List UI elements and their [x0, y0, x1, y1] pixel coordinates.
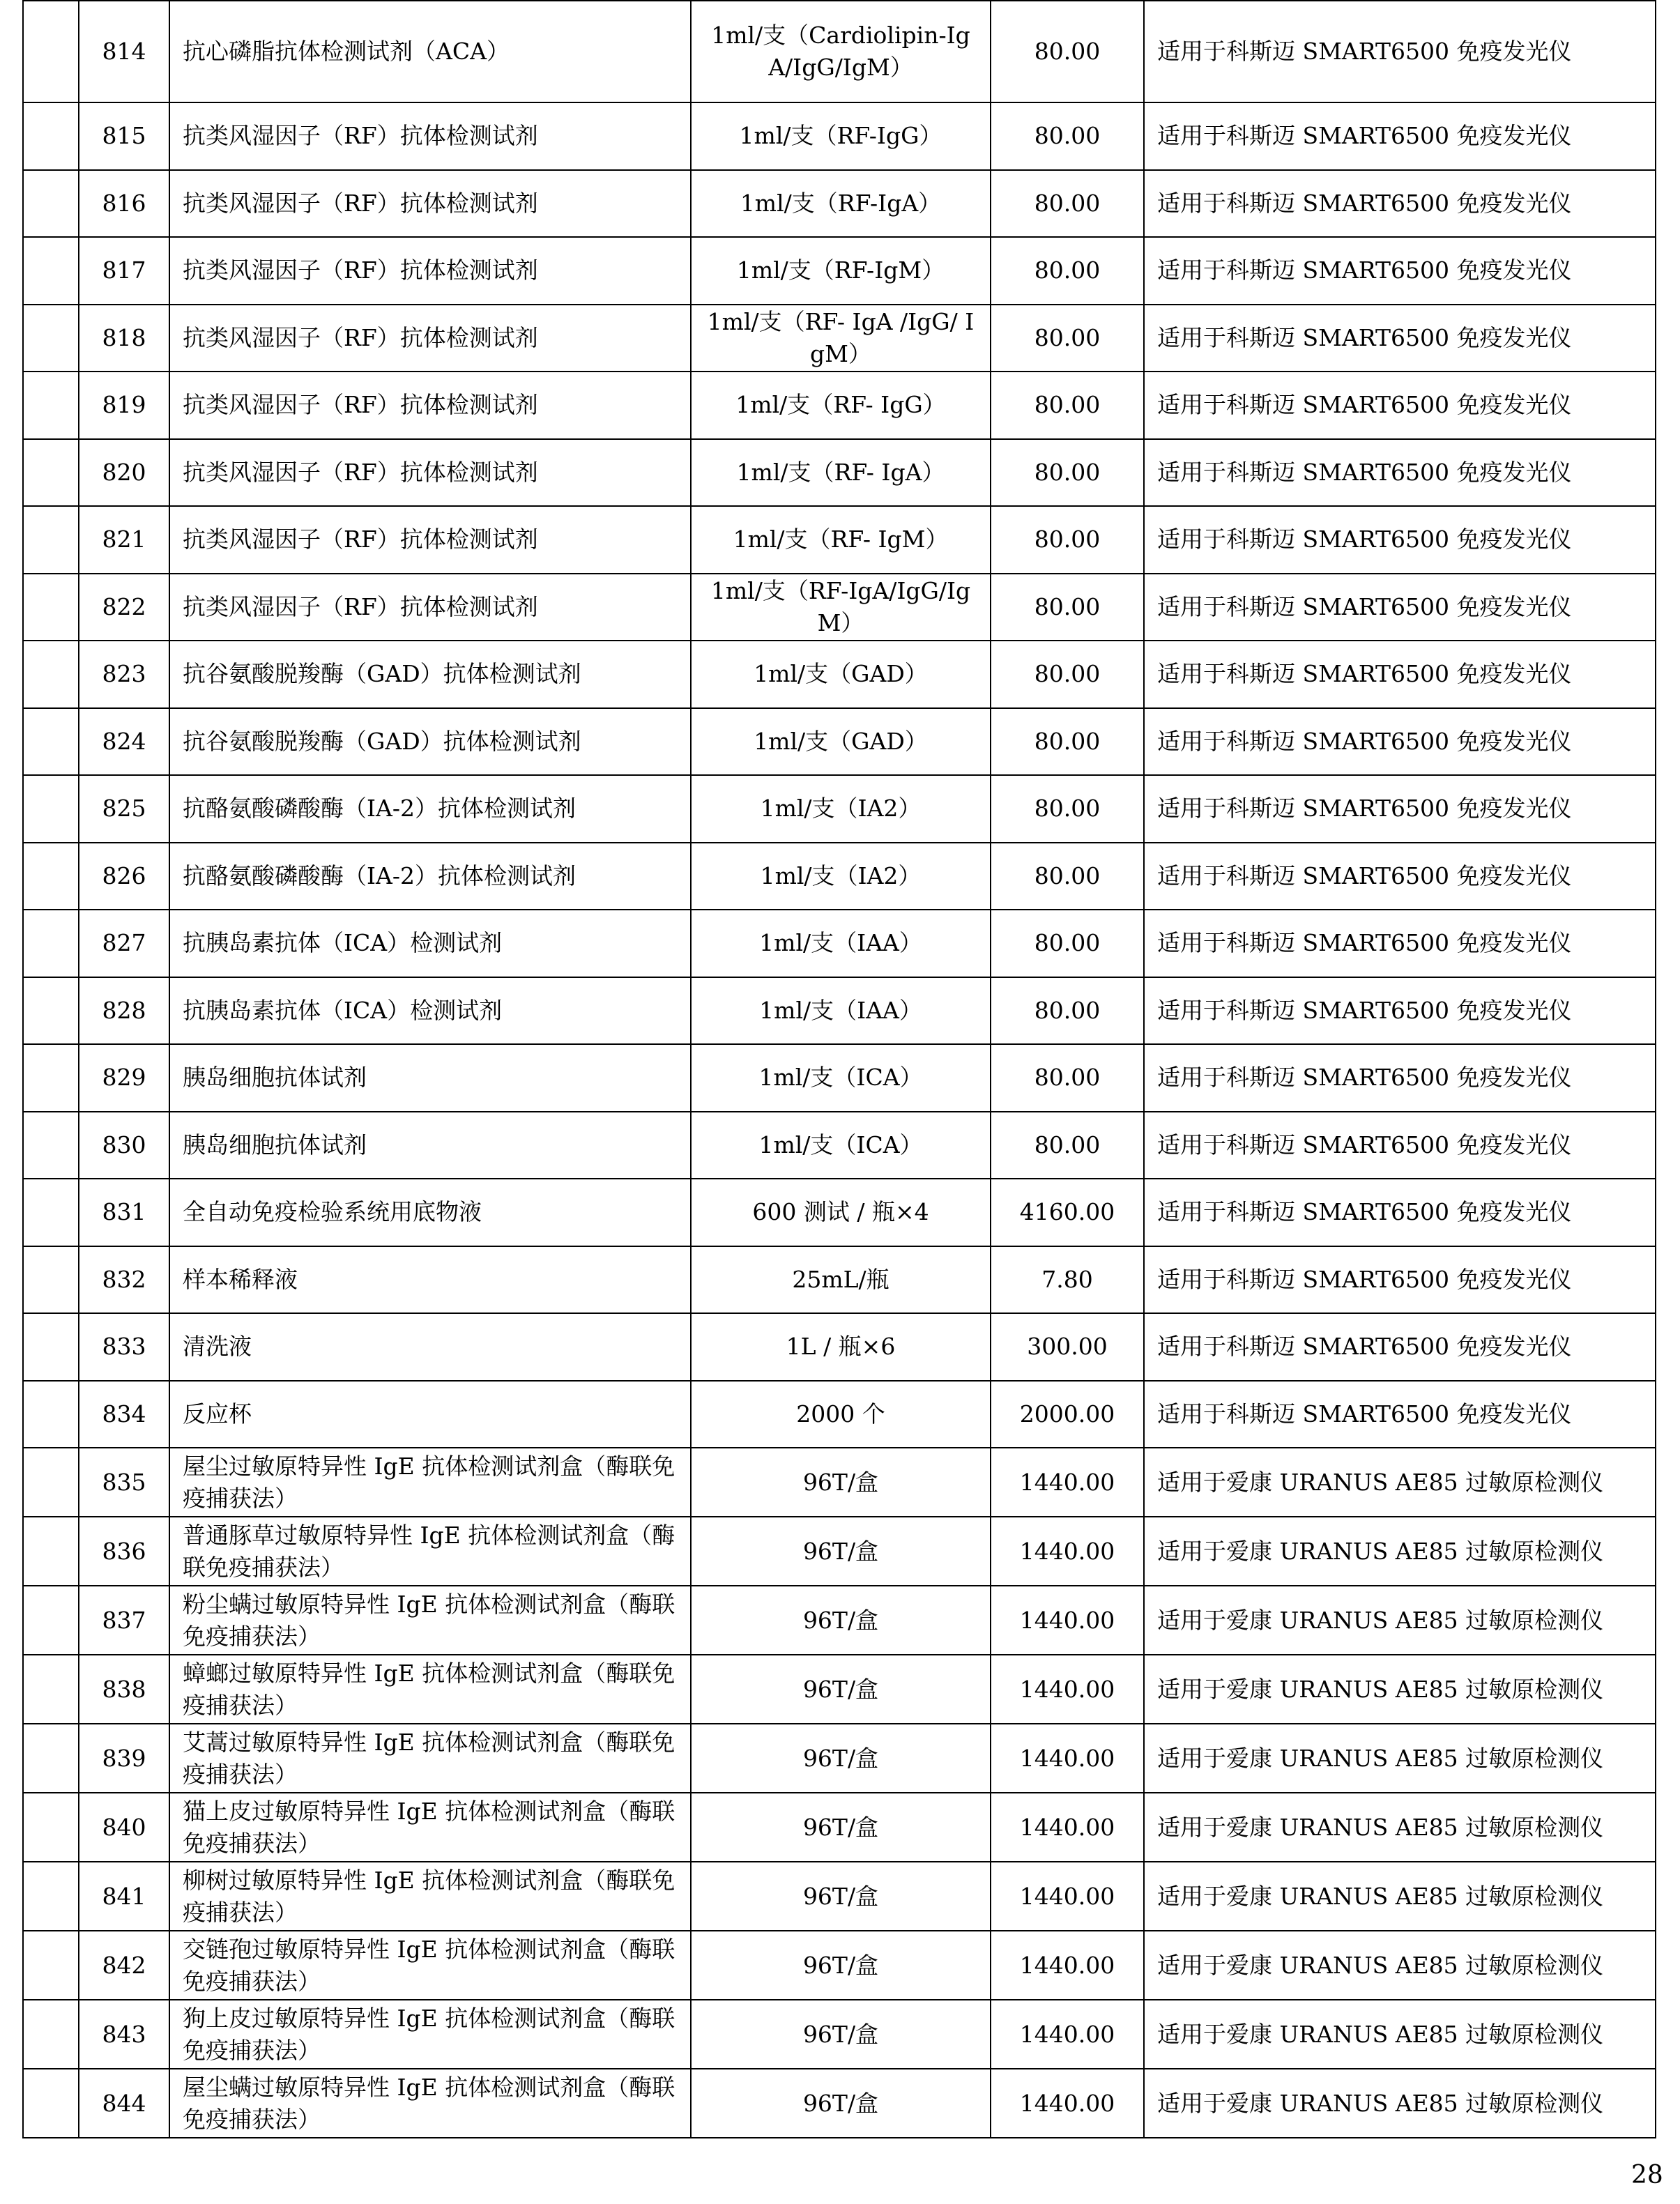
unit-price: 7.80	[991, 1246, 1144, 1314]
specification: 96T/盒	[691, 2000, 991, 2069]
specification: 96T/盒	[691, 1448, 991, 1517]
applicable-instrument: 适用于科斯迈 SMART6500 免疫发光仪	[1144, 775, 1656, 843]
table-row	[23, 1724, 1656, 1793]
blank-cell	[23, 2069, 79, 2138]
unit-price: 1440.00	[991, 1724, 1144, 1793]
item-number: 819	[79, 372, 169, 439]
specification: 600 测试 / 瓶×4	[691, 1179, 991, 1246]
applicable-instrument: 适用于科斯迈 SMART6500 免疫发光仪	[1144, 102, 1656, 170]
applicable-instrument: 适用于科斯迈 SMART6500 免疫发光仪	[1144, 1179, 1656, 1246]
applicable-instrument: 适用于科斯迈 SMART6500 免疫发光仪	[1144, 372, 1656, 439]
blank-cell	[23, 1381, 79, 1448]
unit-price: 1440.00	[991, 2069, 1144, 2138]
blank-cell	[23, 1655, 79, 1724]
unit-price: 80.00	[991, 237, 1144, 305]
item-number: 830	[79, 1112, 169, 1179]
product-name: 抗类风湿因子（RF）抗体检测试剂	[169, 372, 691, 439]
product-name: 抗谷氨酸脱羧酶（GAD）抗体检测试剂	[169, 641, 691, 708]
table-row	[23, 2000, 1656, 2069]
applicable-instrument: 适用于科斯迈 SMART6500 免疫发光仪	[1144, 708, 1656, 776]
specification: 1L / 瓶×6	[691, 1313, 991, 1381]
product-name: 全自动免疫检验系统用底物液	[169, 1179, 691, 1246]
blank-cell	[23, 1179, 79, 1246]
applicable-instrument: 适用于爱康 URANUS AE85 过敏原检测仪	[1144, 1655, 1656, 1724]
applicable-instrument: 适用于爱康 URANUS AE85 过敏原检测仪	[1144, 1724, 1656, 1793]
unit-price: 80.00	[991, 910, 1144, 977]
table-row	[23, 439, 1656, 507]
specification: 96T/盒	[691, 1586, 991, 1655]
applicable-instrument: 适用于科斯迈 SMART6500 免疫发光仪	[1144, 170, 1656, 238]
blank-cell	[23, 1448, 79, 1517]
unit-price: 80.00	[991, 305, 1144, 372]
applicable-instrument: 适用于科斯迈 SMART6500 免疫发光仪	[1144, 574, 1656, 641]
applicable-instrument: 适用于科斯迈 SMART6500 免疫发光仪	[1144, 1313, 1656, 1381]
specification: 1ml/支（IA2）	[691, 775, 991, 843]
applicable-instrument: 适用于科斯迈 SMART6500 免疫发光仪	[1144, 843, 1656, 910]
unit-price: 80.00	[991, 843, 1144, 910]
blank-cell	[23, 102, 79, 170]
table-row	[23, 506, 1656, 574]
specification: 1ml/支（IAA）	[691, 910, 991, 977]
specification: 96T/盒	[691, 2069, 991, 2138]
applicable-instrument: 适用于爱康 URANUS AE85 过敏原检测仪	[1144, 1448, 1656, 1517]
specification: 1ml/支（RF- IgA）	[691, 439, 991, 507]
product-name: 抗心磷脂抗体检测试剂（ACA）	[169, 1, 691, 102]
product-name: 普通豚草过敏原特异性 IgE 抗体检测试剂盒（酶联免疫捕获法）	[169, 1517, 691, 1586]
table-row	[23, 2069, 1656, 2138]
unit-price: 80.00	[991, 708, 1144, 776]
item-number: 828	[79, 977, 169, 1045]
item-number: 838	[79, 1655, 169, 1724]
product-name: 抗类风湿因子（RF）抗体检测试剂	[169, 170, 691, 238]
applicable-instrument: 适用于爱康 URANUS AE85 过敏原检测仪	[1144, 1517, 1656, 1586]
blank-cell	[23, 506, 79, 574]
blank-cell	[23, 1862, 79, 1931]
table-row	[23, 1793, 1656, 1862]
item-number: 816	[79, 170, 169, 238]
product-name: 柳树过敏原特异性 IgE 抗体检测试剂盒（酶联免疫捕获法）	[169, 1862, 691, 1931]
table-row	[23, 1313, 1656, 1381]
specification: 1ml/支（RF-IgM）	[691, 237, 991, 305]
item-number: 814	[79, 1, 169, 102]
product-name: 交链孢过敏原特异性 IgE 抗体检测试剂盒（酶联免疫捕获法）	[169, 1931, 691, 2000]
product-name: 抗酪氨酸磷酸酶（IA-2）抗体检测试剂	[169, 843, 691, 910]
specification: 1ml/支（IAA）	[691, 977, 991, 1045]
item-number: 815	[79, 102, 169, 170]
blank-cell	[23, 1793, 79, 1862]
table-row	[23, 170, 1656, 238]
table-row	[23, 102, 1656, 170]
item-number: 824	[79, 708, 169, 776]
table-row	[23, 237, 1656, 305]
item-number: 844	[79, 2069, 169, 2138]
unit-price: 80.00	[991, 775, 1144, 843]
unit-price: 80.00	[991, 170, 1144, 238]
product-name: 猫上皮过敏原特异性 IgE 抗体检测试剂盒（酶联免疫捕获法）	[169, 1793, 691, 1862]
item-number: 827	[79, 910, 169, 977]
unit-price: 80.00	[991, 641, 1144, 708]
specification: 96T/盒	[691, 1931, 991, 2000]
specification: 2000 个	[691, 1381, 991, 1448]
specification: 1ml/支（RF-IgG）	[691, 102, 991, 170]
table-row	[23, 1517, 1656, 1586]
specification: 1ml/支（RF-IgA）	[691, 170, 991, 238]
table-row	[23, 1655, 1656, 1724]
specification: 1ml/支（GAD）	[691, 708, 991, 776]
blank-cell	[23, 641, 79, 708]
blank-cell	[23, 2000, 79, 2069]
applicable-instrument: 适用于科斯迈 SMART6500 免疫发光仪	[1144, 977, 1656, 1045]
product-name: 胰岛细胞抗体试剂	[169, 1044, 691, 1112]
specification: 1ml/支（RF- IgA /IgG/ IgM）	[691, 305, 991, 372]
unit-price: 80.00	[991, 102, 1144, 170]
product-name: 胰岛细胞抗体试剂	[169, 1112, 691, 1179]
table-row	[23, 708, 1656, 776]
table-row	[23, 1112, 1656, 1179]
product-name: 蟑螂过敏原特异性 IgE 抗体检测试剂盒（酶联免疫捕获法）	[169, 1655, 691, 1724]
unit-price: 80.00	[991, 1112, 1144, 1179]
applicable-instrument: 适用于科斯迈 SMART6500 免疫发光仪	[1144, 1, 1656, 102]
unit-price: 1440.00	[991, 1793, 1144, 1862]
specification: 1ml/支（ICA）	[691, 1044, 991, 1112]
blank-cell	[23, 372, 79, 439]
product-name: 抗胰岛素抗体（ICA）检测试剂	[169, 910, 691, 977]
product-name: 狗上皮过敏原特异性 IgE 抗体检测试剂盒（酶联免疫捕获法）	[169, 2000, 691, 2069]
table-row	[23, 372, 1656, 439]
specification: 96T/盒	[691, 1517, 991, 1586]
blank-cell	[23, 843, 79, 910]
unit-price: 80.00	[991, 1, 1144, 102]
blank-cell	[23, 977, 79, 1045]
applicable-instrument: 适用于爱康 URANUS AE85 过敏原检测仪	[1144, 1862, 1656, 1931]
unit-price: 1440.00	[991, 1586, 1144, 1655]
table-row	[23, 641, 1656, 708]
table-row	[23, 574, 1656, 641]
item-number: 821	[79, 506, 169, 574]
item-number: 834	[79, 1381, 169, 1448]
table-body	[23, 1, 1656, 2138]
table-row	[23, 305, 1656, 372]
item-number: 818	[79, 305, 169, 372]
table-row	[23, 1448, 1656, 1517]
blank-cell	[23, 1246, 79, 1314]
item-number: 831	[79, 1179, 169, 1246]
product-price-table	[22, 0, 1656, 2138]
table-row	[23, 1179, 1656, 1246]
item-number: 823	[79, 641, 169, 708]
blank-cell	[23, 574, 79, 641]
blank-cell	[23, 1517, 79, 1586]
applicable-instrument: 适用于爱康 URANUS AE85 过敏原检测仪	[1144, 2000, 1656, 2069]
product-name: 样本稀释液	[169, 1246, 691, 1314]
item-number: 829	[79, 1044, 169, 1112]
specification: 1ml/支（RF- IgM）	[691, 506, 991, 574]
applicable-instrument: 适用于科斯迈 SMART6500 免疫发光仪	[1144, 237, 1656, 305]
unit-price: 1440.00	[991, 1448, 1144, 1517]
table-row	[23, 843, 1656, 910]
blank-cell	[23, 775, 79, 843]
item-number: 837	[79, 1586, 169, 1655]
applicable-instrument: 适用于科斯迈 SMART6500 免疫发光仪	[1144, 1112, 1656, 1179]
applicable-instrument: 适用于爱康 URANUS AE85 过敏原检测仪	[1144, 1931, 1656, 2000]
unit-price: 80.00	[991, 977, 1144, 1045]
applicable-instrument: 适用于科斯迈 SMART6500 免疫发光仪	[1144, 1381, 1656, 1448]
blank-cell	[23, 237, 79, 305]
product-name: 抗酪氨酸磷酸酶（IA-2）抗体检测试剂	[169, 775, 691, 843]
item-number: 817	[79, 237, 169, 305]
unit-price: 80.00	[991, 574, 1144, 641]
unit-price: 4160.00	[991, 1179, 1144, 1246]
product-name: 屋尘过敏原特异性 IgE 抗体检测试剂盒（酶联免疫捕获法）	[169, 1448, 691, 1517]
item-number: 841	[79, 1862, 169, 1931]
product-name: 抗类风湿因子（RF）抗体检测试剂	[169, 102, 691, 170]
applicable-instrument: 适用于爱康 URANUS AE85 过敏原检测仪	[1144, 1586, 1656, 1655]
product-name: 粉尘螨过敏原特异性 IgE 抗体检测试剂盒（酶联免疫捕获法）	[169, 1586, 691, 1655]
table-row	[23, 1246, 1656, 1314]
product-name: 反应杯	[169, 1381, 691, 1448]
applicable-instrument: 适用于爱康 URANUS AE85 过敏原检测仪	[1144, 1793, 1656, 1862]
specification: 1ml/支（RF- IgG）	[691, 372, 991, 439]
unit-price: 1440.00	[991, 1862, 1144, 1931]
page-number: 28	[1631, 2161, 1663, 2189]
unit-price: 300.00	[991, 1313, 1144, 1381]
specification: 25mL/瓶	[691, 1246, 991, 1314]
table-row	[23, 1931, 1656, 2000]
unit-price: 1440.00	[991, 1655, 1144, 1724]
product-name: 抗类风湿因子（RF）抗体检测试剂	[169, 439, 691, 507]
table-row	[23, 1044, 1656, 1112]
product-name: 艾蒿过敏原特异性 IgE 抗体检测试剂盒（酶联免疫捕获法）	[169, 1724, 691, 1793]
blank-cell	[23, 305, 79, 372]
item-number: 833	[79, 1313, 169, 1381]
item-number: 840	[79, 1793, 169, 1862]
product-name: 清洗液	[169, 1313, 691, 1381]
item-number: 843	[79, 2000, 169, 2069]
item-number: 842	[79, 1931, 169, 2000]
blank-cell	[23, 439, 79, 507]
blank-cell	[23, 170, 79, 238]
unit-price: 1440.00	[991, 1517, 1144, 1586]
blank-cell	[23, 1112, 79, 1179]
table-row	[23, 775, 1656, 843]
specification: 1ml/支（GAD）	[691, 641, 991, 708]
item-number: 839	[79, 1724, 169, 1793]
blank-cell	[23, 1313, 79, 1381]
table-row	[23, 1, 1656, 102]
item-number: 826	[79, 843, 169, 910]
table-row	[23, 910, 1656, 977]
applicable-instrument: 适用于科斯迈 SMART6500 免疫发光仪	[1144, 305, 1656, 372]
item-number: 825	[79, 775, 169, 843]
unit-price: 1440.00	[991, 1931, 1144, 2000]
product-name: 抗谷氨酸脱羧酶（GAD）抗体检测试剂	[169, 708, 691, 776]
unit-price: 80.00	[991, 372, 1144, 439]
specification: 96T/盒	[691, 1862, 991, 1931]
blank-cell	[23, 1931, 79, 2000]
product-name: 抗类风湿因子（RF）抗体检测试剂	[169, 506, 691, 574]
product-name: 抗胰岛素抗体（ICA）检测试剂	[169, 977, 691, 1045]
unit-price: 80.00	[991, 1044, 1144, 1112]
table-row	[23, 1862, 1656, 1931]
blank-cell	[23, 1044, 79, 1112]
specification: 96T/盒	[691, 1655, 991, 1724]
applicable-instrument: 适用于科斯迈 SMART6500 免疫发光仪	[1144, 506, 1656, 574]
item-number: 820	[79, 439, 169, 507]
specification: 1ml/支（RF-IgA/IgG/IgM）	[691, 574, 991, 641]
item-number: 835	[79, 1448, 169, 1517]
specification: 1ml/支（Cardiolipin-IgA/IgG/IgM）	[691, 1, 991, 102]
applicable-instrument: 适用于科斯迈 SMART6500 免疫发光仪	[1144, 1246, 1656, 1314]
unit-price: 80.00	[991, 506, 1144, 574]
blank-cell	[23, 1, 79, 102]
applicable-instrument: 适用于科斯迈 SMART6500 免疫发光仪	[1144, 439, 1656, 507]
applicable-instrument: 适用于科斯迈 SMART6500 免疫发光仪	[1144, 1044, 1656, 1112]
product-name: 屋尘螨过敏原特异性 IgE 抗体检测试剂盒（酶联免疫捕获法）	[169, 2069, 691, 2138]
unit-price: 80.00	[991, 439, 1144, 507]
applicable-instrument: 适用于科斯迈 SMART6500 免疫发光仪	[1144, 641, 1656, 708]
unit-price: 2000.00	[991, 1381, 1144, 1448]
product-name: 抗类风湿因子（RF）抗体检测试剂	[169, 237, 691, 305]
specification: 1ml/支（ICA）	[691, 1112, 991, 1179]
blank-cell	[23, 910, 79, 977]
blank-cell	[23, 1586, 79, 1655]
specification: 96T/盒	[691, 1793, 991, 1862]
blank-cell	[23, 708, 79, 776]
applicable-instrument: 适用于科斯迈 SMART6500 免疫发光仪	[1144, 910, 1656, 977]
table-row	[23, 1586, 1656, 1655]
table-row	[23, 1381, 1656, 1448]
product-name: 抗类风湿因子（RF）抗体检测试剂	[169, 574, 691, 641]
applicable-instrument: 适用于爱康 URANUS AE85 过敏原检测仪	[1144, 2069, 1656, 2138]
unit-price: 1440.00	[991, 2000, 1144, 2069]
specification: 96T/盒	[691, 1724, 991, 1793]
product-name: 抗类风湿因子（RF）抗体检测试剂	[169, 305, 691, 372]
item-number: 832	[79, 1246, 169, 1314]
specification: 1ml/支（IA2）	[691, 843, 991, 910]
item-number: 836	[79, 1517, 169, 1586]
table-row	[23, 977, 1656, 1045]
item-number: 822	[79, 574, 169, 641]
blank-cell	[23, 1724, 79, 1793]
